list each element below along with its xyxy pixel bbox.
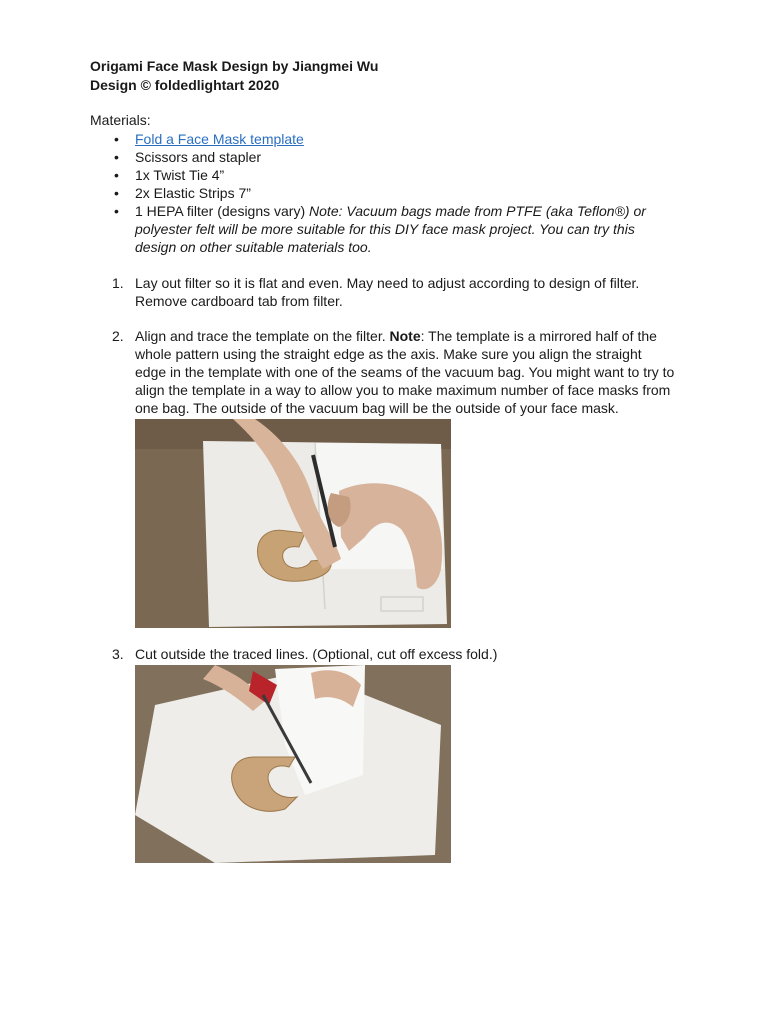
list-item-text: Scissors and stapler — [135, 149, 262, 165]
list-item-text: 1 HEPA filter (designs vary) — [135, 203, 310, 219]
step-number: 2. — [112, 328, 124, 344]
step-item — [90, 645, 675, 863]
list-item-text: 1x Twist Tie 4” — [135, 167, 225, 183]
step-note-label: Note — [389, 328, 421, 344]
document-title: Origami Face Mask Design by Jiangmei Wu — [90, 58, 379, 74]
step-text: Lay out filter so it is flat and even. May need to adjust according to design of filter. Remove cardboard tab from filter. — [135, 275, 640, 309]
list-item-note: Note: Vacuum bags made from PTFE (aka Teflon®) or polyester felt will be more suitable for this DIY face mask project. You can try this design on other suitable materials too. — [135, 203, 646, 255]
bullet-icon: • — [114, 167, 119, 183]
step-number: 1. — [112, 275, 124, 291]
cutting-filter-photo — [135, 665, 451, 863]
materials-heading: Materials: — [90, 112, 151, 128]
list-item-text: 2x Elastic Strips 7” — [135, 185, 251, 201]
steps-list — [90, 274, 690, 863]
document-copyright: Design © foldedlightart 2020 — [90, 77, 280, 93]
list-item — [90, 148, 675, 166]
bullet-icon: • — [114, 185, 119, 201]
template-link[interactable]: Fold a Face Mask template — [135, 131, 304, 147]
step-item — [90, 327, 675, 628]
bullet-icon: • — [114, 203, 119, 219]
materials-list — [90, 130, 690, 256]
bullet-icon: • — [114, 149, 119, 165]
step-item — [90, 274, 675, 310]
step-text: : The template is a mirrored half of the whole pattern using the straight edge as the axis. Make sure you align the straight edge in the template with one of the seams of the vacuum bag. You might want to try to align the template in a way to allow you to make maximum number of face masks from one bag. The outside of the vacuum bag will be the outside of your face mask. — [135, 328, 675, 416]
list-item — [90, 166, 675, 184]
list-item — [90, 130, 675, 148]
bullet-icon: • — [114, 131, 119, 147]
list-item — [90, 202, 675, 256]
list-item — [90, 184, 675, 202]
step-text: Align and trace the template on the filter. — [135, 328, 390, 344]
tracing-template-photo — [135, 419, 451, 628]
step-number: 3. — [112, 646, 124, 662]
document-page — [90, 57, 690, 880]
step-text: Cut outside the traced lines. (Optional, cut off excess fold.) — [135, 646, 498, 662]
